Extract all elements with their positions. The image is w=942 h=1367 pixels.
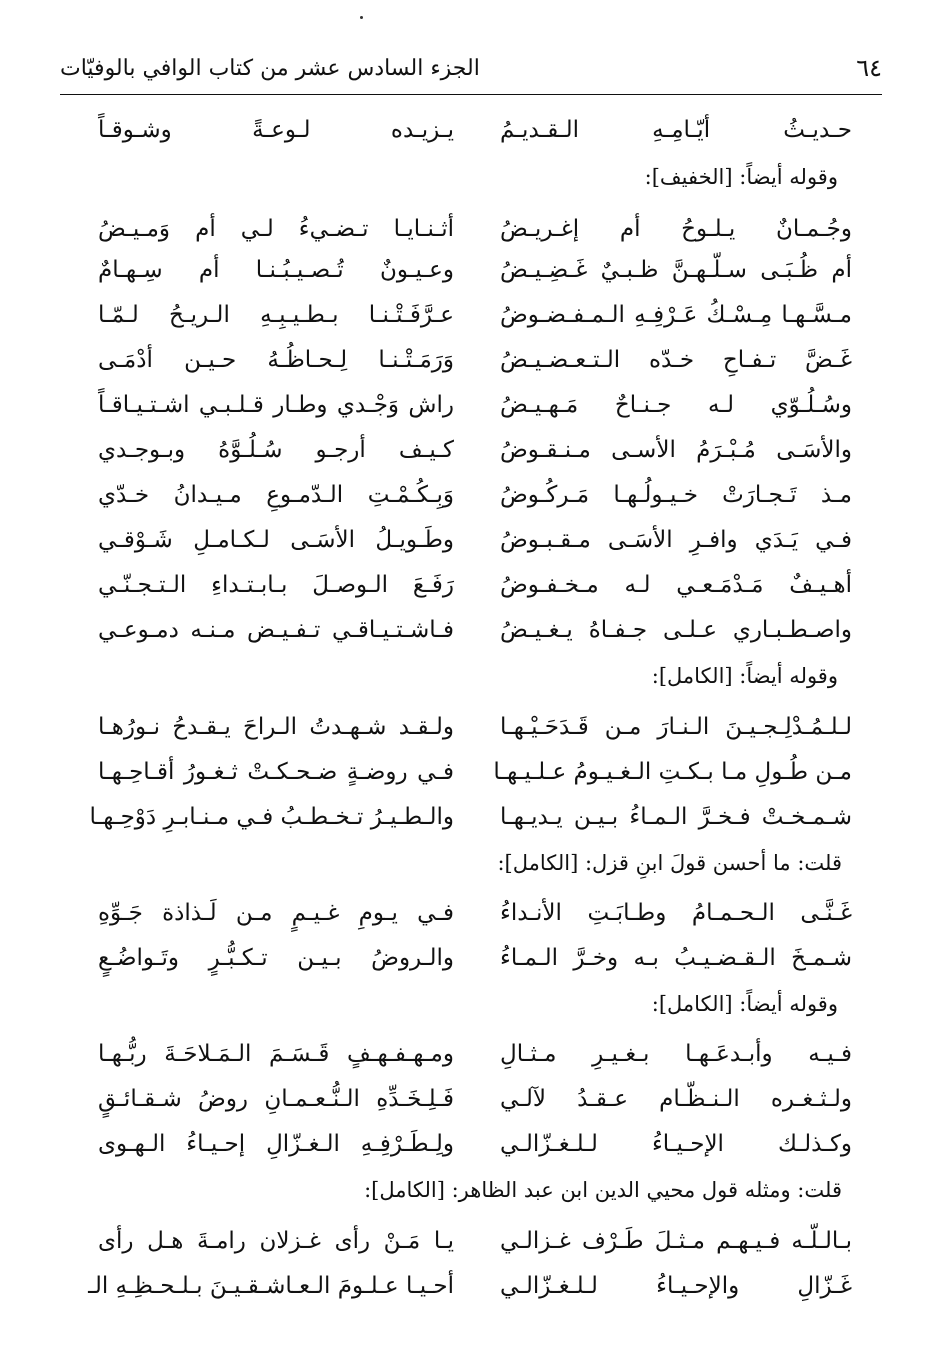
verse-hemistich-first: ولـقـد شـهـدتُ الـراحَ يـقـدحُ نـورُهـا: [98, 714, 454, 740]
verse-hemistich-second: مـذ تَـجـارَتْ خـيـولُـهـا مَـركُـوضُ: [500, 482, 852, 508]
verse-hemistich-second: وكـذلـك الإحـيـاءُ لـلـغـزّالـي: [500, 1131, 852, 1157]
verse-hemistich-second: وجُـمـانٌ يـلـوحُ أم إغـريـضُ: [500, 216, 852, 242]
poem-intro: قلت: ما أحسن قولَ ابنِ قزل: [الكامل]:: [497, 851, 842, 875]
verse-hemistich-first: يـزيـده لـوعـةً وشـوقـاً: [98, 117, 454, 143]
verse-hemistich-first: فـي روضـةٍ ضـحـكـتْ ثـغـورُ أقـاحِـهـا: [98, 759, 454, 785]
verse-hemistich-first: كـيـف أرجـو سُـلُـوَّهُ وبـوجـدي: [98, 437, 454, 463]
verse-hemistich-first: وطَـويـلُ الأسَـى لـكـامـلِ شَـوْقـي: [98, 527, 454, 553]
verse-hemistich-first: ولِـطَـرْفِـهِ الـغـزّالِ إحـيـاءُ الـهـوى: [98, 1131, 454, 1157]
verse-hemistich-second: مـسَّـهـا مِـسْـكُ عَـرْفِـهِ الـمـفـضـوضُ: [500, 302, 852, 328]
verse-hemistich-second: غَـزّالِ والإحـيـاءُ لـلـغـزّالـي: [500, 1273, 852, 1299]
verse-hemistich-second: فـي يَـدَي وافـرِ الأسَـى مـقـبـوضُ: [500, 527, 852, 553]
verse-hemistich-first: وَرَمَـتْـنـا لِـحـاظُـهُ حـيـن أدْمَـى: [98, 347, 454, 373]
verse-hemistich-first: وَبِـكُـمْـتِ الـدّمـوعِ مـيـدانُ خـدّي: [98, 482, 454, 508]
verse-hemistich-first: والـروضُ بـيـن تـكـبُّـرٍ وتَـواضُـعٍ: [98, 945, 454, 971]
verse-hemistich-second: أهـيـفٌ مَـدْمَـعـي لـه مـخـفـوضُ: [500, 572, 852, 598]
verse-hemistich-second: والأسَـى مُـبْـرَمُ الأسـى مـنـقـوضُ: [500, 437, 852, 463]
poem-intro: وقوله أيضاً: [الكامل]:: [651, 992, 838, 1016]
verse-hemistich-first: فـاشـتـيـاقـي تـفـيـض مـنـه دمـوعـي: [98, 617, 454, 643]
verse-hemistich-first: راش وَجْـدي وطـار قـلـبـي اشـتـيـاقـاً: [98, 392, 454, 418]
verse-hemistich-first: أثـنـايـا تـضـيءُ لـي أم وَمـيـضُ: [98, 216, 454, 242]
verse-hemistich-second: مـن طُـولِ مـا بـكـتِ الـغـيـومُ عـلـيـهـا: [493, 759, 852, 785]
verse-hemistich-first: ومـهـفـهـفٍ قَـسَـمَ الـمَـلاحَـةَ ربُّـهـا: [98, 1041, 454, 1067]
poem-intro: قلت: ومثله قول محيي الدين ابن عبد الظاهر: [الكامل]:: [364, 1178, 842, 1202]
verse-hemistich-second: غَـضَّ تـفـاحِ خـدّه الـتـعـضـيـضُ: [500, 347, 852, 373]
header-rule: [60, 94, 882, 95]
page-dot: [360, 16, 363, 19]
verse-hemistich-first: وعـيـونٌ تُـصـيـبُـنـا أم سِـهـامٌ: [98, 257, 454, 283]
verse-hemistich-first: والـطـيـرُ تـخـطـبُ فـي مـنـابـرِ دَوْحِـهـا: [89, 804, 454, 830]
verse-hemistich-second: حـديـثُ أيّـامِـهِ الـقـديـمُ: [500, 117, 852, 143]
verse-hemistich-second: ولـثـغـره الـنـظّـام عـقـدُ لآلـي: [500, 1086, 852, 1112]
verse-hemistich-second: لـلـمُـدْلِـجـيـنَ الـنـارَ مـن قَـدَحَـيْـهـا: [500, 714, 852, 740]
verse-hemistich-second: وسُـلُـوّي لـه جـنـاحٌ مَـهـيـضُ: [500, 392, 852, 418]
verse-hemistich-second: شـمـخـتْ فـخـرَّ الـمـاءُ بـيـن يـديـهـا: [500, 804, 852, 830]
verse-hemistich-second: بـالـلّـه فـيـهـم مـثـلَ طَـرْف غـزالـي: [500, 1228, 852, 1254]
verse-hemistich-second: واصـطـبـاري عـلـى جـفـاهُ يـغـيـضُ: [500, 617, 852, 643]
verse-hemistich-first: أحـيـا عـلـومَ الـعـاشـقـيـنَ بـلـحـظِـهِ الـ: [88, 1273, 454, 1299]
poem-intro: وقوله أيضاً: [الكامل]:: [651, 664, 838, 688]
verse-hemistich-first: عـرَّفَـتْـنـا بـطـيـبِـهِ الـريـحُ لـمّـا: [98, 302, 454, 328]
poem-intro: وقوله أيضاً: [الخفيف]:: [644, 165, 838, 189]
verse-hemistich-second: غَـنَّـى الـحـمـامُ وطـابَـتِ الأنـداءُ: [500, 900, 852, 926]
verse-hemistich-first: يـا مَـنْ رأى غـزلان رامـةَ هـل رأى: [98, 1228, 454, 1254]
verse-hemistich-first: رَفَـعَ الـوصـلَ بـابـتـداءِ الـتـجـنّـي: [98, 572, 454, 598]
running-title: الجزء السادس عشر من كتاب الوافي بالوفيّات: [60, 56, 480, 81]
verse-hemistich-first: فَـلِـخَـدِّهِ الـنُّـعـمـانِ روضُ شـقـائـقٍ: [98, 1086, 454, 1112]
running-header: [60, 52, 882, 92]
verse-hemistich-first: فـي يـومِ غـيـمٍ مـن لَـذاذة جَـوِّهِ: [98, 900, 454, 926]
verse-hemistich-second: أم ظُـبَـى سـلّـهـنَّ ظـبـيٌ غَـضِـيـضُ: [500, 257, 852, 283]
verse-hemistich-second: فـيـه وأبـدعَـهـا بـغـيـرِ مـثـالِ: [500, 1041, 852, 1067]
verse-hemistich-second: شـمـخَ الـقـضـيـبُ بـه وخـرَّ الـمـاءُ: [500, 945, 852, 971]
page-number: ٦٤: [856, 54, 882, 82]
